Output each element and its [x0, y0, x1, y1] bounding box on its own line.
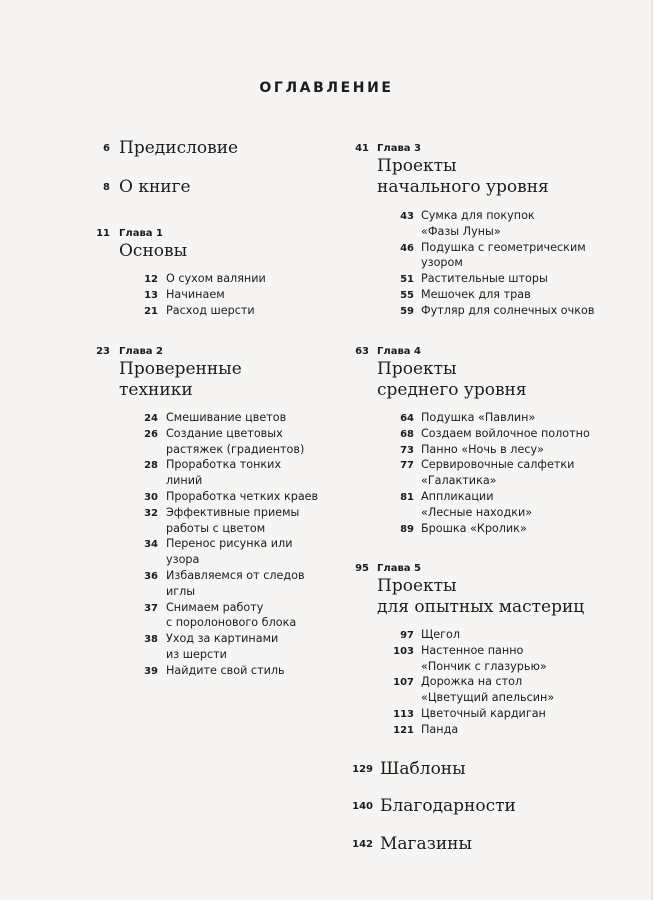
item-title: Эффективные приемы: [166, 505, 300, 519]
item-page-number: 36: [144, 571, 158, 582]
about-book-page: 8: [103, 182, 110, 193]
item-page-number: 55: [400, 290, 414, 301]
chapter-1-page: 11: [96, 228, 110, 239]
chapter-5-title-line: Проекты: [377, 576, 457, 596]
item-title: Настенное панно: [421, 643, 524, 657]
item-page-number: 30: [144, 492, 158, 503]
item-page-number: 38: [144, 634, 158, 646]
chapter-4-title-line: среднего уровня: [377, 380, 527, 400]
item-page-number: 46: [400, 242, 414, 254]
item-title: Сумка для покупок: [421, 209, 535, 222]
item-title: Проработка четких краев: [166, 490, 319, 503]
item-title: с поролонового блока: [166, 616, 297, 630]
templates-title: Шаблоны: [380, 759, 466, 779]
acknowledgements-title: Благодарности: [380, 796, 516, 816]
item-title: «Цветущий апельсин»: [421, 691, 555, 705]
item-page-number: 59: [400, 305, 414, 317]
item-title: Цветочный кардиган: [421, 707, 546, 720]
item-page-number: 28: [144, 460, 158, 472]
chapter-4-page: 63: [355, 346, 369, 357]
item-page-number: 64: [400, 413, 414, 424]
about-book-title: О книге: [119, 177, 191, 197]
item-page-number: 24: [144, 413, 158, 424]
chapter-3-label: Глава 3: [377, 143, 421, 154]
item-title: О сухом валянии: [166, 272, 266, 285]
chapter-5-label: Глава 5: [377, 563, 421, 574]
item-title: работы с цветом: [166, 521, 266, 535]
item-title: Мешочек для трав: [421, 288, 531, 301]
item-page-number: 89: [400, 523, 414, 535]
chapter-5-title-line: для опытных мастериц: [377, 597, 585, 617]
item-page-number: 97: [400, 630, 414, 641]
item-page-number: 26: [144, 428, 158, 440]
item-title: Аппликации: [421, 490, 494, 503]
acknowledgements-page: 140: [352, 801, 373, 812]
item-page-number: 21: [144, 305, 158, 317]
item-title: узора: [166, 553, 200, 567]
item-title: «Лесные находки»: [421, 505, 533, 519]
item-page-number: 77: [400, 460, 414, 472]
item-title: Панда: [421, 722, 459, 736]
item-title: Начинаем: [166, 287, 225, 301]
item-title: иглы: [166, 584, 196, 598]
item-page-number: 39: [144, 665, 158, 677]
item-title: «Пончик с глазурью»: [421, 659, 547, 673]
item-title: узором: [421, 256, 463, 270]
preface-title: Предисловие: [119, 138, 239, 158]
preface-page: 6: [103, 143, 110, 154]
item-title: Снимаем работу: [166, 600, 264, 614]
item-title: «Фазы Луны»: [421, 224, 501, 238]
item-page-number: 32: [144, 507, 158, 519]
item-title: растяжек (градиентов): [166, 442, 305, 456]
page-title: ОГЛАВЛЕНИЕ: [259, 80, 394, 96]
item-title: Найдите свой стиль: [166, 663, 285, 677]
item-page-number: 34: [144, 539, 158, 551]
chapter-3-title-line: Проекты: [377, 156, 457, 176]
item-title: Уход за картинами: [166, 632, 279, 646]
chapter-5-page: 95: [355, 563, 369, 574]
item-title: Панно «Ночь в лесу»: [421, 442, 544, 456]
item-title: Брошка «Кролик»: [421, 521, 527, 535]
item-page-number: 51: [400, 274, 414, 286]
item-title: Проработка тонких: [166, 458, 282, 472]
item-page-number: 68: [400, 428, 414, 440]
templates-page: 129: [352, 764, 373, 775]
item-page-number: 73: [400, 444, 414, 456]
item-page-number: 107: [393, 677, 414, 689]
item-title: Расход шерсти: [166, 303, 255, 317]
item-title: Щегол: [421, 628, 460, 641]
item-page-number: 43: [400, 211, 414, 222]
chapter-1-title-line: Основы: [119, 241, 188, 261]
item-title: Перенос рисунка или: [166, 537, 293, 551]
item-title: Создаем войлочное полотно: [421, 426, 590, 440]
chapter-2-title-line: техники: [119, 380, 193, 400]
item-title: линий: [166, 474, 203, 488]
item-page-number: 103: [393, 645, 414, 657]
chapter-4-title-line: Проекты: [377, 359, 457, 379]
item-title: Сервировочные салфетки: [421, 458, 575, 472]
item-title: Подушка с геометрическим: [421, 240, 586, 254]
chapter-3-page: 41: [355, 143, 369, 154]
chapter-2-label: Глава 2: [119, 346, 163, 357]
item-title: Подушка «Павлин»: [421, 411, 536, 424]
chapter-4-label: Глава 4: [377, 346, 421, 357]
chapter-2-title-line: Проверенные: [119, 359, 242, 379]
chapter-3-title-line: начального уровня: [377, 177, 549, 197]
item-title: Создание цветовых: [166, 426, 283, 440]
item-page-number: 13: [144, 289, 158, 301]
item-page-number: 12: [144, 274, 158, 285]
item-title: Избавляемся от следов: [166, 569, 305, 582]
shops-title: Магазины: [380, 834, 473, 854]
item-title: Растительные шторы: [421, 272, 548, 286]
shops-page: 142: [352, 839, 373, 850]
chapter-1-label: Глава 1: [119, 228, 163, 239]
item-page-number: 121: [393, 724, 414, 736]
item-page-number: 37: [144, 602, 158, 614]
item-title: Дорожка на стол: [421, 675, 523, 689]
item-title: «Галактика»: [421, 474, 497, 488]
item-title: из шерсти: [166, 647, 227, 661]
item-page-number: 113: [393, 709, 414, 720]
item-title: Смешивание цветов: [166, 411, 287, 424]
chapter-2-page: 23: [96, 346, 110, 357]
item-page-number: 81: [400, 492, 414, 503]
item-title: Футляр для солнечных очков: [421, 303, 595, 317]
